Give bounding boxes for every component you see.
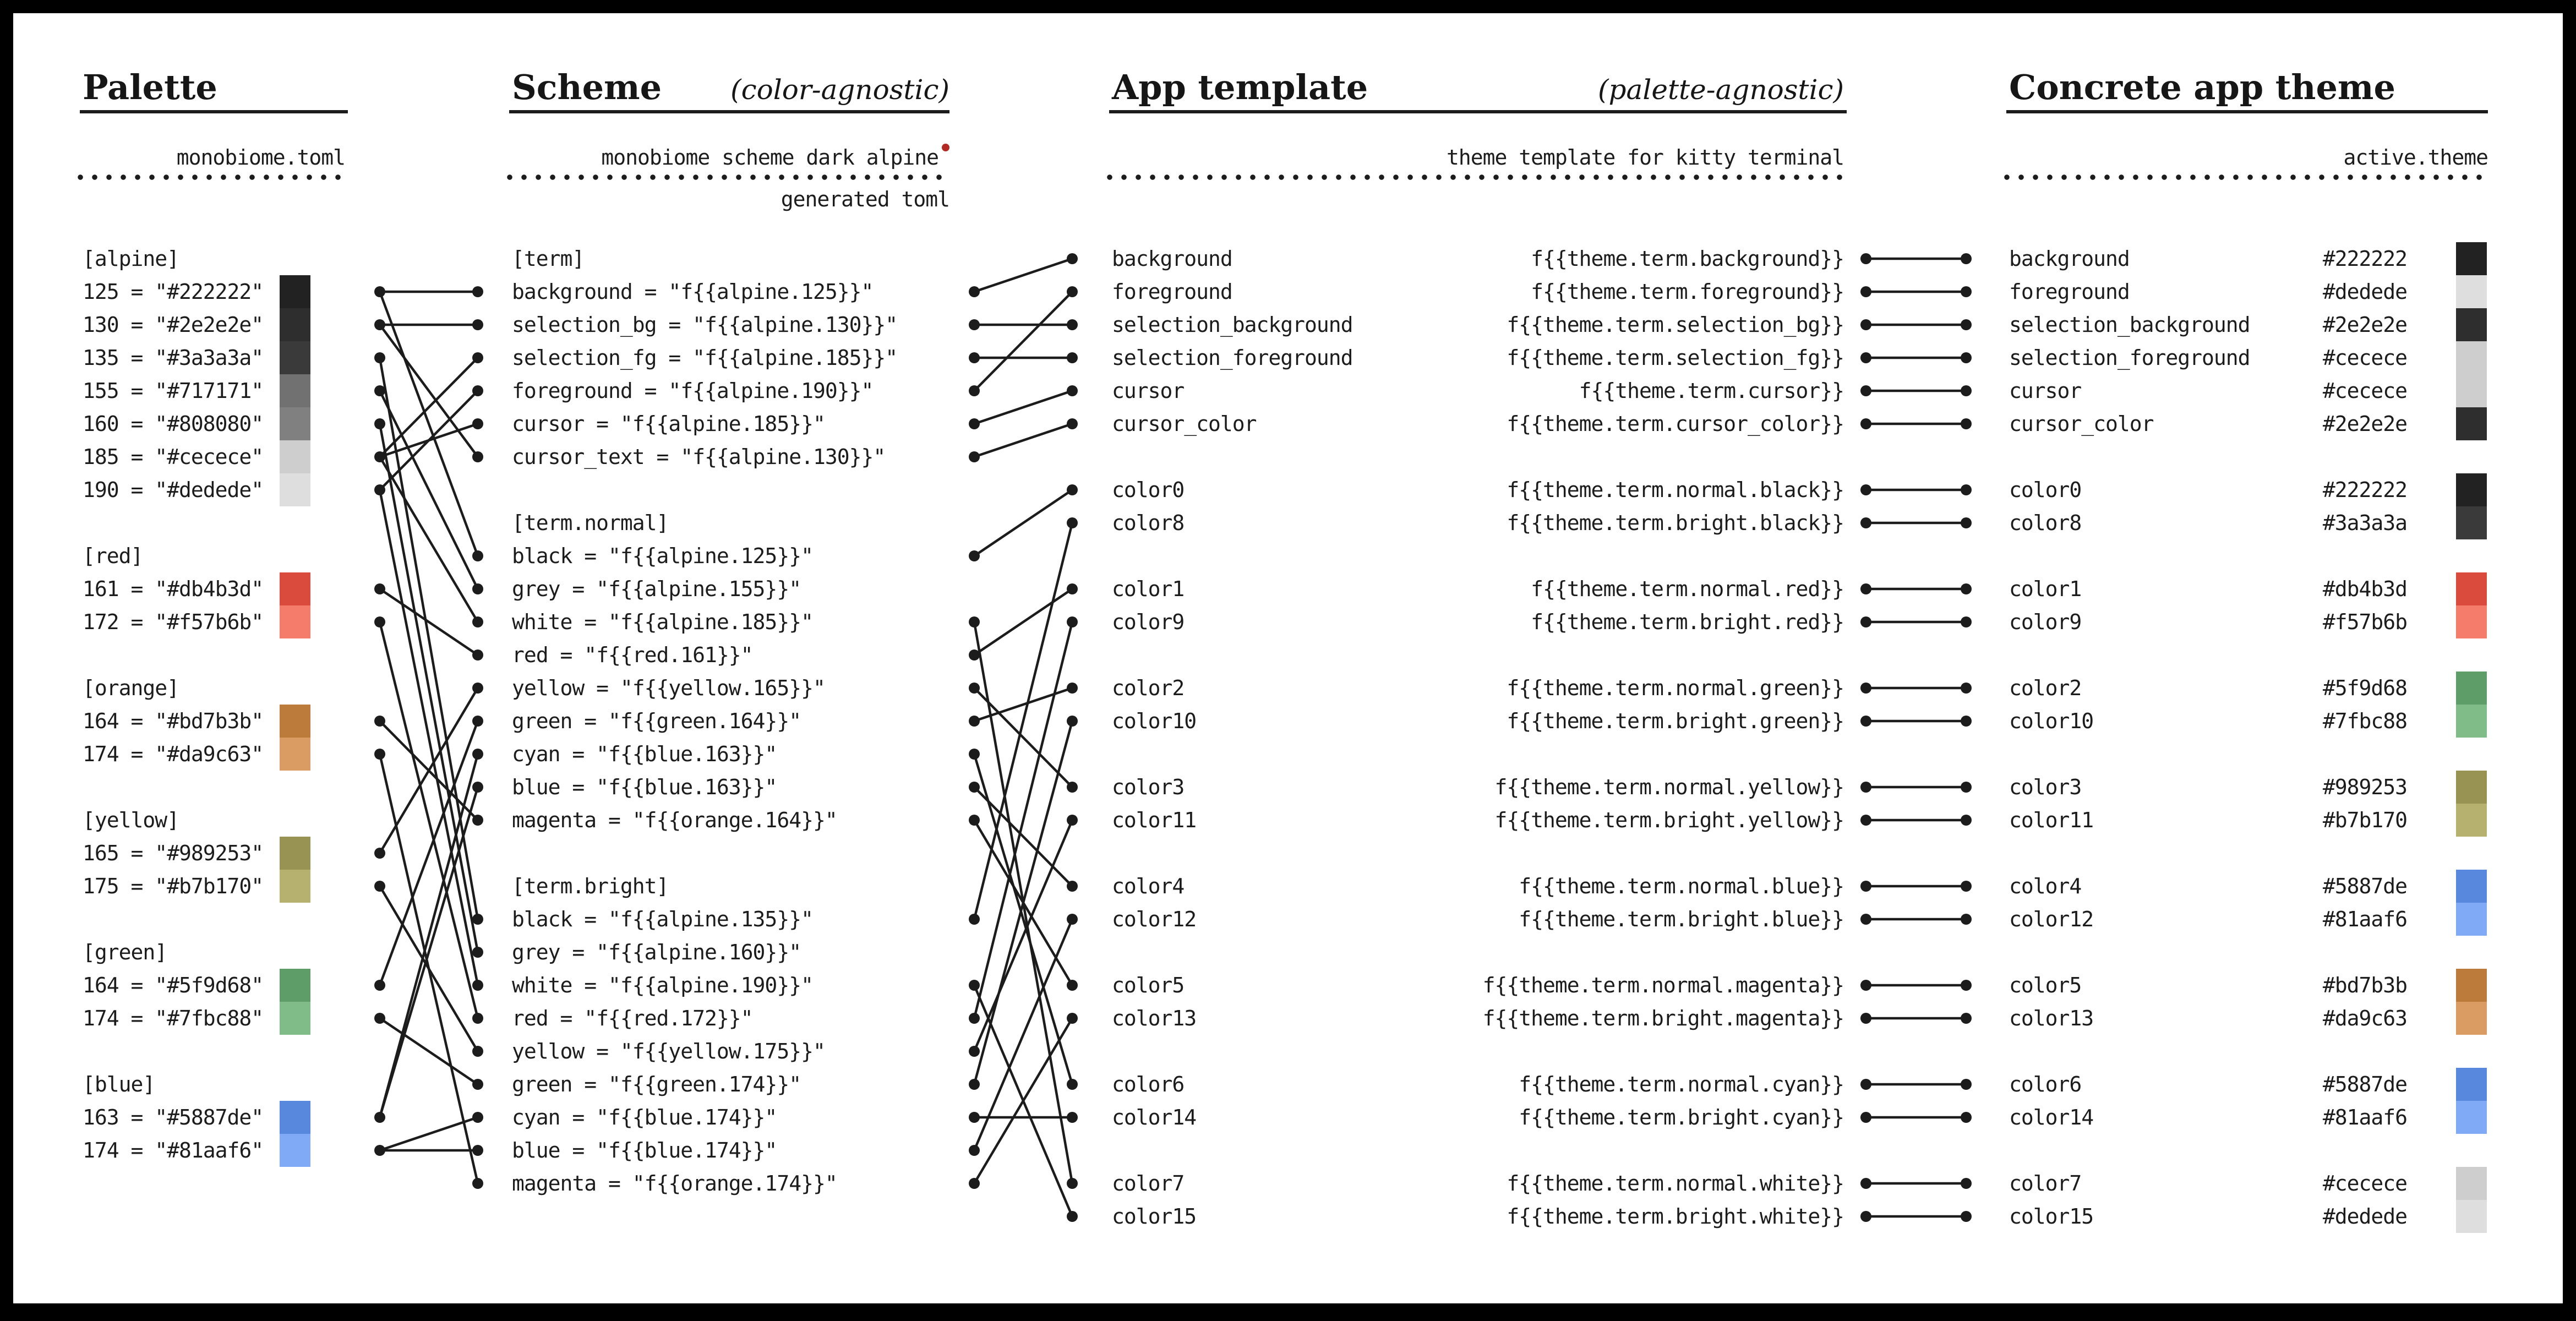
connector-dot xyxy=(1067,1211,1078,1222)
connector-dot xyxy=(374,1145,385,1156)
connector-dot xyxy=(472,286,483,297)
scheme-entry: blue = "f{{blue.163}}" xyxy=(512,775,777,799)
connector-dot xyxy=(374,451,385,462)
template-key: cursor_color xyxy=(1112,412,1257,436)
connector-dot xyxy=(1961,1112,1972,1123)
connector-dot xyxy=(969,914,980,925)
connector-dot xyxy=(1961,1079,1972,1090)
template-placeholder: f{{theme.term.normal.green}} xyxy=(1507,676,1844,700)
palette-file-text: monobiome.toml xyxy=(176,145,345,170)
connector-dot xyxy=(1860,385,1871,396)
connector-dot xyxy=(1067,286,1078,297)
theme-hex-value: #7fbc88 xyxy=(2322,709,2407,733)
connector-dot xyxy=(969,1112,980,1123)
template-key: color10 xyxy=(1112,709,1197,733)
theme-hex-value: #bd7b3b xyxy=(2322,973,2407,997)
theme-key: color6 xyxy=(2009,1072,2082,1096)
connector-line xyxy=(380,721,478,985)
connector-dot xyxy=(472,418,483,429)
connector-dot xyxy=(1961,517,1972,528)
palette-entry: 163 = "#5887de" xyxy=(83,1105,264,1129)
connector-dot xyxy=(1067,914,1078,925)
template-key: selection_background xyxy=(1112,313,1353,337)
theme-hex-value: #2e2e2e xyxy=(2322,313,2407,337)
connector-dot xyxy=(1067,716,1078,727)
connector-dot xyxy=(472,914,483,925)
scheme-subtitle-text: monobiome scheme dark alpine xyxy=(601,145,938,170)
connector-dot xyxy=(472,649,483,660)
template-key: color4 xyxy=(1112,874,1185,898)
connector-dot xyxy=(472,1178,483,1189)
connector-dot xyxy=(472,352,483,363)
connector-dot xyxy=(969,319,980,330)
connector-dot xyxy=(472,451,483,462)
connector-dot xyxy=(1860,1013,1871,1024)
connector-dot xyxy=(1961,286,1972,297)
scheme-entry: cyan = "f{{blue.163}}" xyxy=(512,742,777,766)
connector-dot xyxy=(1067,980,1078,991)
palette-section-header: [yellow] xyxy=(83,808,179,832)
connector-dot xyxy=(1067,815,1078,826)
template-placeholder: f{{theme.term.bright.yellow}} xyxy=(1494,808,1844,832)
connector-dot xyxy=(374,583,385,594)
connector-dot xyxy=(1961,1211,1972,1222)
connector-dot xyxy=(472,749,483,760)
connector-dot xyxy=(1860,352,1871,363)
connector-dot xyxy=(1860,1079,1871,1090)
scheme-entry: magenta = "f{{orange.164}}" xyxy=(512,808,837,832)
connector-dot xyxy=(1067,616,1078,627)
template-placeholder: f{{theme.term.normal.black}} xyxy=(1507,478,1844,502)
connector-dot xyxy=(1961,782,1972,793)
connector-line xyxy=(974,523,1072,919)
connector-dot xyxy=(1860,1211,1871,1222)
template-title: App template xyxy=(1112,67,1368,107)
scheme-qualifier: (color-agnostic) xyxy=(730,74,949,106)
connector-dot xyxy=(1961,583,1972,594)
connector-dot xyxy=(374,1112,385,1123)
theme-hex-value: #cecece xyxy=(2322,379,2407,403)
scheme-section-header: [term.bright] xyxy=(512,874,669,898)
theme-key: selection_foreground xyxy=(2009,346,2250,370)
connector-dot xyxy=(374,385,385,396)
connector-dot xyxy=(1961,881,1972,892)
theme-hex-value: #dedede xyxy=(2322,280,2407,304)
palette-entry: 164 = "#bd7b3b" xyxy=(83,709,264,733)
connector-dot xyxy=(1067,352,1078,363)
theme-key: color11 xyxy=(2009,808,2094,832)
connector-dot xyxy=(969,815,980,826)
palette-entry: 161 = "#db4b3d" xyxy=(83,577,264,601)
connector-dot xyxy=(1067,782,1078,793)
connector-dot xyxy=(374,616,385,627)
template-key: color3 xyxy=(1112,775,1185,799)
template-key: selection_foreground xyxy=(1112,346,1353,370)
palette-section-header: [alpine] xyxy=(83,247,179,271)
template-placeholder: f{{theme.term.foreground}} xyxy=(1531,280,1844,304)
connector-dot xyxy=(1961,484,1972,495)
template-placeholder: f{{theme.term.bright.blue}} xyxy=(1519,907,1844,931)
connector-dot xyxy=(969,418,980,429)
template-placeholder: f{{theme.term.normal.cyan}} xyxy=(1519,1072,1844,1096)
template-placeholder: f{{theme.term.cursor}} xyxy=(1579,379,1844,403)
connector-dot xyxy=(374,749,385,760)
connector-dot xyxy=(1961,683,1972,694)
palette-entry: 172 = "#f57b6b" xyxy=(83,610,264,634)
connector-dot xyxy=(472,1079,483,1090)
template-key: color5 xyxy=(1112,973,1185,997)
connector-dot xyxy=(969,1046,980,1057)
scheme-entry: selection_fg = "f{{alpine.185}}" xyxy=(512,346,898,370)
palette-title: Palette xyxy=(83,67,217,107)
scheme-entry: magenta = "f{{orange.174}}" xyxy=(512,1171,837,1196)
scheme-entry: background = "f{{alpine.125}}" xyxy=(512,280,874,304)
template-subtitle-text: theme template for kitty terminal xyxy=(1447,145,1844,170)
connector-dot xyxy=(1961,914,1972,925)
template-key: foreground xyxy=(1112,280,1232,304)
theme-key: color9 xyxy=(2009,610,2082,634)
connector-dot xyxy=(1961,716,1972,727)
connector-dot xyxy=(472,782,483,793)
connector-dot xyxy=(472,815,483,826)
connector-dot xyxy=(472,583,483,594)
connector-dot xyxy=(1961,385,1972,396)
scheme-entry: white = "f{{alpine.185}}" xyxy=(512,610,813,634)
connector-dot xyxy=(374,881,385,892)
template-placeholder: f{{theme.term.selection_bg}} xyxy=(1507,313,1844,337)
palette-entry: 164 = "#5f9d68" xyxy=(83,973,264,997)
theme-key: color13 xyxy=(2009,1006,2094,1030)
theme-key: color7 xyxy=(2009,1171,2082,1196)
connector-dot xyxy=(472,716,483,727)
theme-hex-value: #cecece xyxy=(2322,1171,2407,1196)
template-key: color8 xyxy=(1112,511,1185,535)
scheme-entry: green = "f{{green.174}}" xyxy=(512,1072,801,1096)
theme-key: background xyxy=(2009,247,2130,271)
template-key: color7 xyxy=(1112,1171,1185,1196)
palette-section-header: [green] xyxy=(83,940,167,964)
theme-key: color0 xyxy=(2009,478,2082,502)
scheme-entry: red = "f{{red.172}}" xyxy=(512,1006,753,1030)
theme-hex-value: #989253 xyxy=(2322,775,2407,799)
template-placeholder: f{{theme.term.normal.magenta}} xyxy=(1482,973,1844,997)
connector-dot xyxy=(1961,253,1972,264)
template-qualifier: (palette-agnostic) xyxy=(1598,74,1844,106)
template-placeholder: f{{theme.term.cursor_color}} xyxy=(1507,412,1844,436)
connector-dot xyxy=(969,616,980,627)
template-placeholder: f{{theme.term.selection_fg}} xyxy=(1507,346,1844,370)
theme-key: color1 xyxy=(2009,577,2082,601)
theme-key: color12 xyxy=(2009,907,2094,931)
connector-dot xyxy=(1860,1178,1871,1189)
palette-entry: 174 = "#da9c63" xyxy=(83,742,264,766)
connector-line xyxy=(974,490,1072,556)
scheme-entry: cyan = "f{{blue.174}}" xyxy=(512,1105,777,1129)
connector-dot xyxy=(1860,418,1871,429)
connector-dot xyxy=(969,782,980,793)
template-key: color12 xyxy=(1112,907,1197,931)
connector-dot xyxy=(472,550,483,561)
template-key: color14 xyxy=(1112,1105,1197,1129)
palette-entry: 135 = "#3a3a3a" xyxy=(83,346,264,370)
theme-title: Concrete app theme xyxy=(2009,67,2395,107)
scheme-entry: cursor_text = "f{{alpine.130}}" xyxy=(512,445,886,469)
theme-hex-value: #5887de xyxy=(2322,1072,2407,1096)
connector-dot xyxy=(472,385,483,396)
theme-hex-value: #da9c63 xyxy=(2322,1006,2407,1030)
connector-dot xyxy=(969,749,980,760)
connector-dot xyxy=(374,418,385,429)
theme-hex-value: #222222 xyxy=(2322,478,2407,502)
template-placeholder: f{{theme.term.bright.cyan}} xyxy=(1519,1105,1844,1129)
theme-hex-value: #3a3a3a xyxy=(2322,511,2407,535)
scheme-title: Scheme xyxy=(512,67,662,107)
theme-key: color10 xyxy=(2009,709,2094,733)
scheme-entry: foreground = "f{{alpine.190}}" xyxy=(512,379,874,403)
scheme-entry: grey = "f{{alpine.160}}" xyxy=(512,940,801,964)
theme-hex-value: #b7b170 xyxy=(2322,808,2407,832)
connector-dot xyxy=(374,286,385,297)
scheme-entry: selection_bg = "f{{alpine.130}}" xyxy=(512,313,898,337)
scheme-note-text: generated toml xyxy=(781,187,949,211)
connector-dot xyxy=(1860,583,1871,594)
template-placeholder: f{{theme.term.bright.red}} xyxy=(1531,610,1844,634)
connector-dot xyxy=(1860,286,1871,297)
connector-dot xyxy=(969,649,980,660)
connector-dot xyxy=(1067,418,1078,429)
template-placeholder: f{{theme.term.normal.white}} xyxy=(1507,1171,1844,1196)
connector-dot xyxy=(1860,980,1871,991)
template-placeholder: f{{theme.term.bright.green}} xyxy=(1507,709,1844,733)
theme-hex-value: #81aaf6 xyxy=(2322,1105,2407,1129)
connector-dot xyxy=(472,616,483,627)
connector-dot xyxy=(969,1145,980,1156)
frame-border-top xyxy=(0,0,2576,13)
template-placeholder: f{{theme.term.normal.yellow}} xyxy=(1494,775,1844,799)
theme-hex-value: #5887de xyxy=(2322,874,2407,898)
palette-entry: 174 = "#7fbc88" xyxy=(83,1006,264,1030)
template-placeholder: f{{theme.term.background}} xyxy=(1531,247,1844,271)
palette-entry: 160 = "#808080" xyxy=(83,412,264,436)
connector-dot xyxy=(472,683,483,694)
theme-hex-value: #f57b6b xyxy=(2322,610,2407,634)
palette-entry: 190 = "#dedede" xyxy=(83,478,264,502)
scheme-entry: grey = "f{{alpine.155}}" xyxy=(512,577,801,601)
theme-key: foreground xyxy=(2009,280,2130,304)
connector-line xyxy=(974,589,1072,655)
connector-dot xyxy=(374,319,385,330)
scheme-entry: blue = "f{{blue.174}}" xyxy=(512,1138,777,1162)
connector-dot xyxy=(1860,517,1871,528)
connector-line xyxy=(974,259,1072,292)
connector-line xyxy=(380,424,478,952)
palette-entry: 125 = "#222222" xyxy=(83,280,264,304)
frame-border-right xyxy=(2563,0,2576,1321)
connector-dot xyxy=(1860,881,1871,892)
connector-dot xyxy=(1067,484,1078,495)
connector-dot xyxy=(1961,616,1972,627)
connector-dot xyxy=(1067,1079,1078,1090)
connector-dot xyxy=(969,286,980,297)
connector-line xyxy=(974,292,1072,391)
connector-dot xyxy=(969,451,980,462)
palette-entry: 174 = "#81aaf6" xyxy=(83,1138,264,1162)
connector-dot xyxy=(1860,716,1871,727)
connector-dot xyxy=(374,1013,385,1024)
scheme-entry: green = "f{{green.164}}" xyxy=(512,709,801,733)
palette-section-header: [red] xyxy=(83,544,143,568)
connector-dot xyxy=(472,1013,483,1024)
connector-dot xyxy=(1961,418,1972,429)
connector-dot xyxy=(374,484,385,495)
theme-hex-value: #dedede xyxy=(2322,1204,2407,1229)
palette-entry: 165 = "#989253" xyxy=(83,841,264,865)
template-placeholder: f{{theme.term.bright.magenta}} xyxy=(1482,1006,1844,1030)
template-key: color11 xyxy=(1112,808,1197,832)
connector-dot xyxy=(969,980,980,991)
connector-dot xyxy=(969,716,980,727)
palette-section-header: [blue] xyxy=(83,1072,155,1096)
palette-entry: 130 = "#2e2e2e" xyxy=(83,313,264,337)
scheme-entry: white = "f{{alpine.190}}" xyxy=(512,973,813,997)
theme-hex-value: #222222 xyxy=(2322,247,2407,271)
template-key: color6 xyxy=(1112,1072,1185,1096)
template-placeholder: f{{theme.term.bright.white}} xyxy=(1507,1204,1844,1229)
connector-dot xyxy=(374,848,385,859)
palette-entry: 185 = "#cecece" xyxy=(83,445,264,469)
connector-dot xyxy=(472,1145,483,1156)
frame-border-bottom xyxy=(0,1303,2576,1321)
connector-dot xyxy=(969,1079,980,1090)
connector-dot xyxy=(1961,352,1972,363)
connector-dot xyxy=(1860,616,1871,627)
connector-line xyxy=(974,424,1072,457)
connector-dot xyxy=(374,716,385,727)
connector-dot xyxy=(969,352,980,363)
scheme-entry: black = "f{{alpine.135}}" xyxy=(512,907,813,931)
theme-hex-value: #db4b3d xyxy=(2322,577,2407,601)
template-key: color13 xyxy=(1112,1006,1197,1030)
theme-key: color14 xyxy=(2009,1105,2094,1129)
theme-key: color8 xyxy=(2009,511,2082,535)
connector-dot xyxy=(1067,881,1078,892)
template-key: color1 xyxy=(1112,577,1185,601)
connector-dot xyxy=(1860,815,1871,826)
theme-file-text: active.theme xyxy=(2343,145,2488,170)
connector-dot xyxy=(1860,484,1871,495)
template-placeholder: f{{theme.term.normal.blue}} xyxy=(1519,874,1844,898)
connector-dot xyxy=(1067,253,1078,264)
theme-key: cursor xyxy=(2009,379,2082,403)
theme-hex-value: #cecece xyxy=(2322,346,2407,370)
scheme-entry: yellow = "f{{yellow.165}}" xyxy=(512,676,825,700)
scheme-section-header: [term] xyxy=(512,247,585,271)
connector-dot xyxy=(1961,1013,1972,1024)
template-key: color15 xyxy=(1112,1204,1197,1229)
theme-key: color3 xyxy=(2009,775,2082,799)
connector-dot xyxy=(1860,782,1871,793)
connector-dot xyxy=(1961,1178,1972,1189)
connector-dot xyxy=(1860,683,1871,694)
connector-dot xyxy=(969,683,980,694)
connector-dot xyxy=(1067,1013,1078,1024)
connector-dot xyxy=(1961,980,1972,991)
connector-dot xyxy=(472,1112,483,1123)
connector-dot xyxy=(1067,319,1078,330)
template-key: color9 xyxy=(1112,610,1185,634)
scheme-entry: red = "f{{red.161}}" xyxy=(512,643,753,667)
frame-border-left xyxy=(0,0,13,1321)
connector-dot xyxy=(1067,517,1078,528)
theme-hex-value: #5f9d68 xyxy=(2322,676,2407,700)
connector-dot xyxy=(1067,1178,1078,1189)
template-key: background xyxy=(1112,247,1232,271)
template-placeholder: f{{theme.term.bright.black}} xyxy=(1507,511,1844,535)
scheme-entry: yellow = "f{{yellow.175}}" xyxy=(512,1039,825,1063)
template-key: color2 xyxy=(1112,676,1185,700)
template-key: color0 xyxy=(1112,478,1185,502)
palette-entry: 155 = "#717171" xyxy=(83,379,264,403)
connector-dot xyxy=(472,947,483,958)
connector-dot xyxy=(1860,914,1871,925)
palette-entry: 175 = "#b7b170" xyxy=(83,874,264,898)
connector-dot xyxy=(1860,1112,1871,1123)
connector-line xyxy=(974,391,1072,424)
connector-dot xyxy=(1961,319,1972,330)
connector-dot xyxy=(1067,385,1078,396)
connector-dot xyxy=(1067,583,1078,594)
theme-key: color4 xyxy=(2009,874,2082,898)
theme-key: color5 xyxy=(2009,973,2082,997)
template-placeholder: f{{theme.term.normal.red}} xyxy=(1531,577,1844,601)
connector-line xyxy=(380,292,478,556)
connector-dot xyxy=(1860,253,1871,264)
connector-dot xyxy=(1961,815,1972,826)
connector-dot xyxy=(472,319,483,330)
theme-key: selection_background xyxy=(2009,313,2250,337)
theme-hex-value: #81aaf6 xyxy=(2322,907,2407,931)
theme-hex-value: #2e2e2e xyxy=(2322,412,2407,436)
connector-dot xyxy=(969,385,980,396)
palette-section-header: [orange] xyxy=(83,676,179,700)
theme-key: cursor_color xyxy=(2009,412,2154,436)
connector-dot xyxy=(374,980,385,991)
connector-dot xyxy=(1860,319,1871,330)
connector-dot xyxy=(1067,683,1078,694)
connector-line xyxy=(380,754,478,1117)
theme-key: color15 xyxy=(2009,1204,2094,1229)
connector-dot xyxy=(472,1046,483,1057)
scheme-entry: black = "f{{alpine.125}}" xyxy=(512,544,813,568)
connector-dot xyxy=(374,352,385,363)
connector-dot xyxy=(472,980,483,991)
connector-dot xyxy=(969,1178,980,1189)
scheme-section-header: [term.normal] xyxy=(512,511,669,535)
connector-dot xyxy=(1067,1112,1078,1123)
scheme-entry: cursor = "f{{alpine.185}}" xyxy=(512,412,825,436)
connector-dot xyxy=(969,550,980,561)
connector-dot xyxy=(969,1013,980,1024)
template-key: cursor xyxy=(1112,379,1185,403)
theme-key: color2 xyxy=(2009,676,2082,700)
connector-line xyxy=(380,457,478,622)
